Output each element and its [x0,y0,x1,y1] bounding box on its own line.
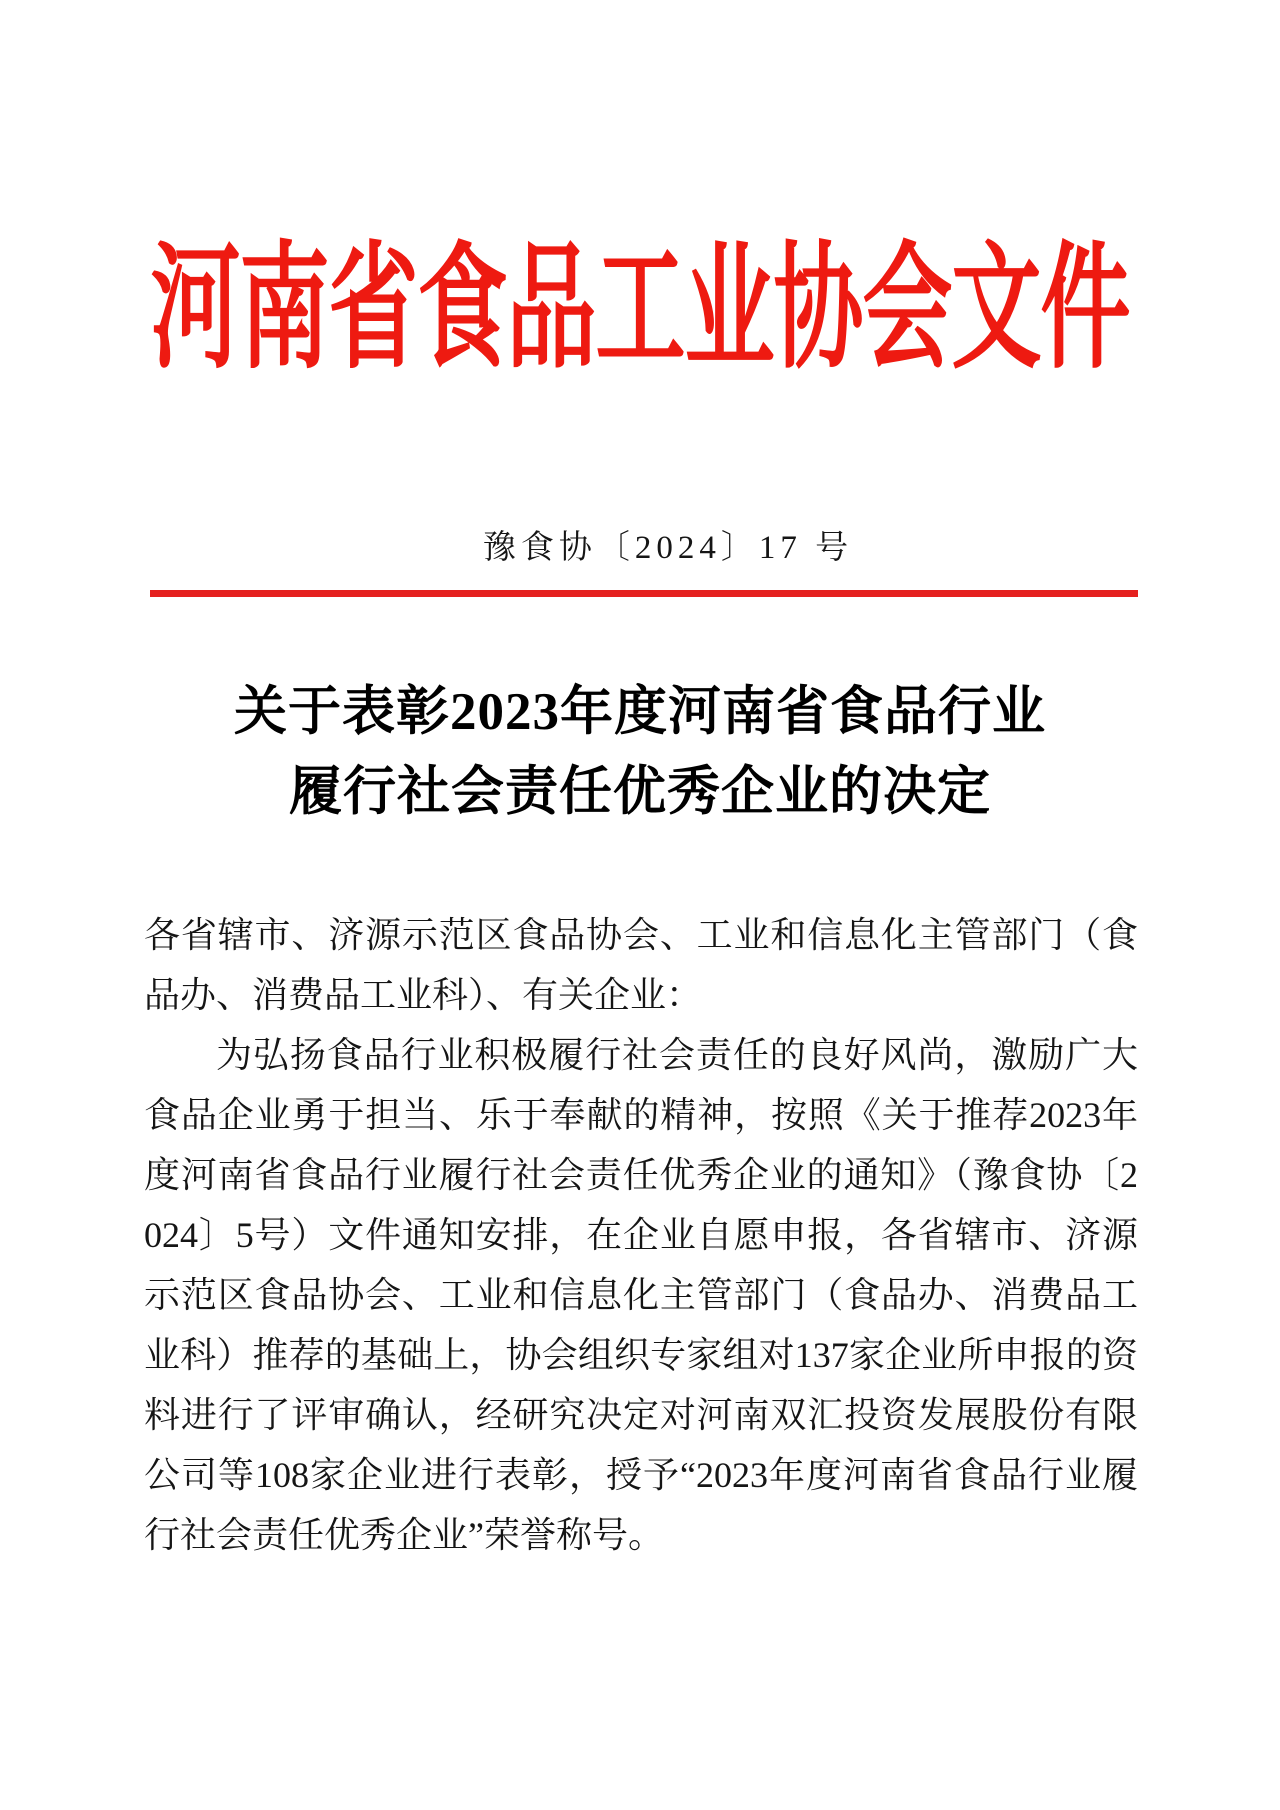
body-line: 为弘扬食品行业积极履行社会责任的良好风尚，激励广大 [216,1035,1138,1075]
body-line: 食品企业勇于担当、乐于奉献的精神，按照《关于推荐2023年 [144,1095,1138,1135]
document-title [0,672,1280,832]
body-line: 料进行了评审确认，经研究决定对河南双汇投资发展股份有限 [144,1395,1138,1435]
body-line: 024〕5号）文件通知安排，在企业自愿申报，各省辖市、济源 [144,1215,1138,1255]
document-title-line1: 关于表彰2023年度河南省食品行业 [234,683,1046,741]
doc-number: 豫食协〔2024〕17 号 [482,530,854,566]
document-title-line2: 履行社会责任优秀企业的决定 [289,763,991,821]
red-divider-line [150,590,1138,597]
body-line: 度河南省食品行业履行社会责任优秀企业的通知》（豫食协〔2 [144,1155,1138,1195]
body-line: 公司等108家企业进行表彰，授予“2023年度河南省食品行业履 [144,1455,1138,1495]
body-line: 业科）推荐的基础上，协会组织专家组对137家企业所申报的资 [144,1335,1138,1375]
body-line: 示范区食品协会、工业和信息化主管部门（食品办、消费品工 [144,1275,1138,1315]
body-line: 品办、消费品工业科）、有关企业： [144,975,703,1015]
body-line: 各省辖市、济源示范区食品协会、工业和信息化主管部门（食 [144,915,1138,955]
org-title: 河南省食品工业协会文件 [150,235,1130,386]
red-letterhead [0,230,1280,392]
document-body [144,905,1138,1565]
body-line: 行社会责任优秀企业”荣誉称号。 [144,1515,664,1555]
